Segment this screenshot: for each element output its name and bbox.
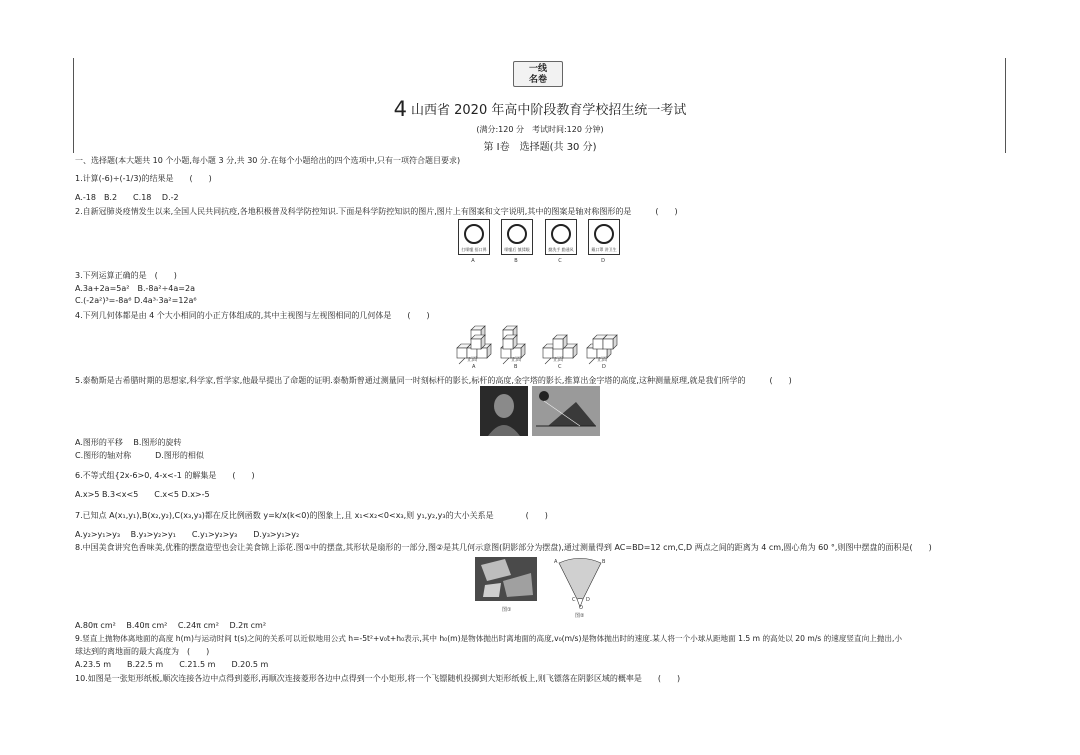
sign-a-letter: A	[471, 258, 475, 264]
cube-shape-c	[543, 335, 577, 358]
question-8-options: A.80π cm² B.40π cm² C.24π cm² D.2π cm²	[75, 621, 267, 630]
question-9-options: A.23.5 m B.22.5 m C.21.5 m D.20.5 m	[75, 660, 269, 669]
sign-b-letter: B	[514, 258, 518, 264]
logo-line-1: 一线	[528, 64, 547, 74]
question-1-options: A.-18 B.2 C.18 D.-2	[75, 193, 179, 202]
score-info: (满分:120 分 考试时间:120 分钟)	[476, 125, 604, 134]
point-b-label: B	[602, 559, 606, 565]
logo-line-2: 名卷	[528, 75, 547, 85]
section-heading: 一、选择题(本大题共 10 个小题,每小题 3 分,共 30 分.在每个小题给出的四个选项中,只有一项符合题目要求)	[75, 156, 461, 165]
cube-letter-d: D	[602, 364, 606, 370]
view-label-b: 正面	[511, 357, 522, 363]
cube-shape-b	[501, 326, 525, 358]
question-9-line-2: 球达到的离地面的最大高度为 ( )	[75, 647, 210, 656]
sector-diagram	[559, 558, 601, 607]
figure-2-caption: 图②	[575, 613, 585, 619]
point-o-label: O	[579, 605, 583, 611]
question-5-options-1: A.图形的平移 B.图形的旋转	[75, 438, 182, 447]
sign-b-label: 喷嚏后 慎揉眼	[504, 247, 530, 252]
sign-c	[545, 219, 577, 255]
question-6: 6.不等式组{2x-6>0, 4-x<-1 的解集是 ( )	[75, 471, 255, 480]
question-3-options-1: A.3a+2a=5a² B.-8a²÷4a=2a	[75, 284, 195, 293]
pyramid-shadow-photo	[532, 386, 600, 436]
question-6-options: A.x>5 B.3<x<5 C.x<5 D.x>-5	[75, 490, 210, 499]
point-c-label: C	[572, 597, 576, 603]
sign-a	[458, 219, 490, 255]
sign-c-label: 勤洗手 勤通风	[548, 247, 574, 252]
cube-letter-a: A	[472, 364, 476, 370]
exam-title-text: 山西省 2020 年高中阶段教育学校招生统一考试	[411, 103, 687, 118]
question-3-options-2: C.(-2a²)³=-8a⁶ D.4a³·3a²=12a⁶	[75, 296, 197, 305]
question-7-options: A.y₂>y₁>y₃ B.y₃>y₂>y₁ C.y₁>y₂>y₃ D.y₃>y₁>y₂	[75, 530, 300, 539]
question-5: 5.泰勒斯是古希腊时期的思想家,科学家,哲学家,他最早提出了命题的证明.泰勒斯曾通过测量同一时刻标杆的影长,标杆的高度,金字塔的影长,推算出金字塔的高度,这种测量原理,就是我们所学的 ( )	[75, 376, 792, 385]
paper-number: 4	[393, 97, 407, 121]
q4-cube-figure	[455, 322, 625, 374]
q2-sign-figure	[458, 219, 638, 269]
question-9-line-1: 9.竖直上抛物体离地面的高度 h(m)与运动时间 t(s)之间的关系可以近似地用公式 h=-5t²+v₀t+h₀表示,其中 h₀(m)是物体抛出时离地面的高度,v₀(m/s)是物体抛出时的速度.某人将一个小球从距地面 1.5 m 的高处以 20 m/s 的速度竖直向上抛出,小	[75, 634, 902, 643]
mask-icon	[594, 224, 614, 244]
figure-1-caption: 图①	[502, 607, 512, 613]
sign-c-letter: C	[558, 258, 562, 264]
view-label-c: 正面	[553, 357, 564, 363]
question-1: 1.计算(-6)÷(-1/3)的结果是 ( )	[75, 174, 212, 183]
publisher-logo	[513, 61, 563, 87]
thales-portrait-photo	[480, 386, 528, 436]
question-7: 7.已知点 A(x₁,y₁),B(x₂,y₂),C(x₃,y₃)都在反比例函数 y=k/x(k<0)的图象上,且 x₁<x₂<0<x₃,则 y₁,y₂,y₃的大小关系是 ( )	[75, 511, 548, 520]
sign-d	[588, 219, 620, 255]
view-label-d: 正面	[597, 357, 608, 363]
cube-shape-a	[457, 326, 491, 358]
question-4: 4.下列几何体都是由 4 个大小相同的小正方体组成的,其中主视图与左视图相同的几何体是 ( )	[75, 311, 430, 320]
sign-a-label: 打喷嚏 捂口鼻	[461, 247, 487, 252]
view-arrows	[459, 358, 595, 364]
cube-shape-d	[587, 335, 617, 358]
point-a-label: A	[554, 559, 558, 565]
sign-d-label: 戴口罩 讲卫生	[591, 247, 617, 252]
volume-heading: 第 Ⅰ卷 选择题(共 30 分)	[483, 142, 597, 153]
point-d-label: D	[586, 597, 590, 603]
cube-letter-b: B	[514, 364, 518, 370]
hand-wash-icon	[551, 224, 571, 244]
question-3: 3.下列运算正确的是 ( )	[75, 271, 177, 280]
question-5-options-2: C.图形的轴对称 D.图形的相似	[75, 451, 204, 460]
question-8: 8.中国美食讲究色香味美,优雅的摆盘造型也会让美食锦上添花.图①中的摆盘,其形状是扇形的一部分,图②是其几何示意图(阴影部分为摆盘),通过测量得到 AC=BD=12 cm,C,D 两点之间的距离为 4 cm,圆心角为 60 °,则图中摆盘的面积是( )	[75, 543, 932, 552]
eye-rub-icon	[507, 224, 527, 244]
q8-figures	[475, 555, 615, 615]
exam-title	[0, 97, 1080, 121]
plate-photo	[475, 557, 537, 601]
sneeze-icon	[464, 224, 484, 244]
question-2: 2.自新冠肺炎疫情发生以来,全国人民共同抗疫,各地积极普及科学防控知识.下面是科学防控知识的图片,图片上有图案和文字说明,其中的图案是轴对称图形的是 ( )	[75, 207, 678, 216]
sign-b	[501, 219, 533, 255]
q5-photos	[480, 386, 600, 436]
sign-d-letter: D	[601, 258, 605, 264]
question-10: 10.如图是一张矩形纸板,顺次连接各边中点得到菱形,再顺次连接菱形各边中点得到一个小矩形,将一个飞镖随机投掷到大矩形纸板上,则飞镖落在阴影区域的概率是 ( )	[75, 674, 681, 683]
cube-letter-c: C	[558, 364, 562, 370]
view-label-a: 正面	[467, 357, 478, 363]
